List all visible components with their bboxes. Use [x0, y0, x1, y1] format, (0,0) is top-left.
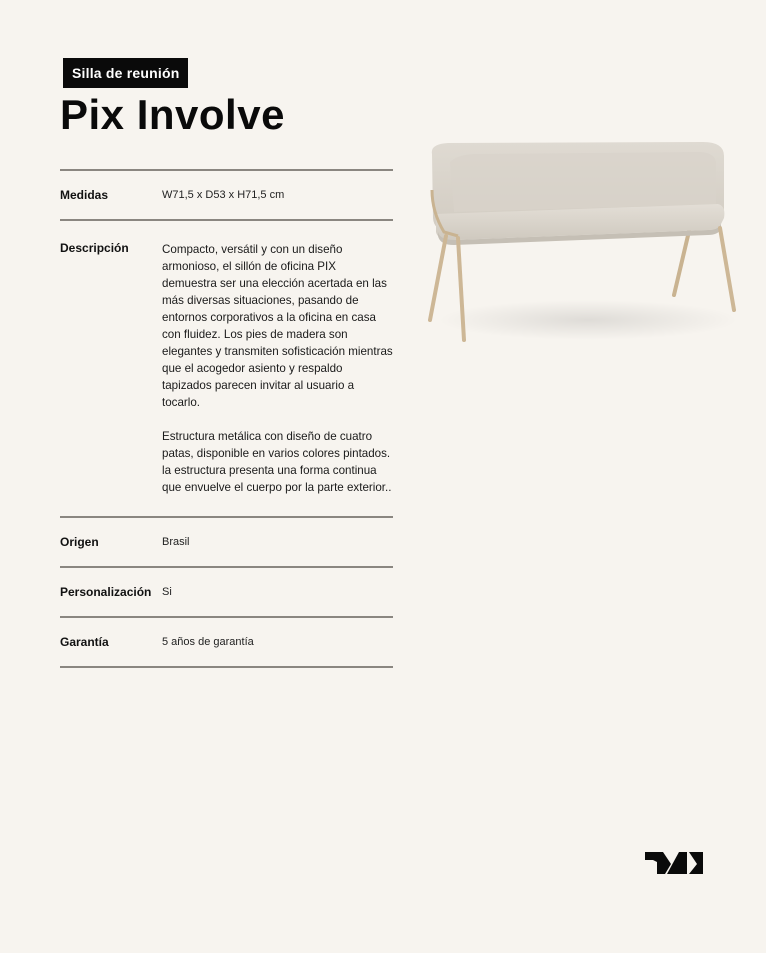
spec-row-dimensions [60, 171, 393, 221]
spec-row-origin [60, 518, 393, 568]
product-image [418, 132, 748, 352]
product-title: Pix Involve [60, 91, 285, 138]
spec-label-origin: Origen [60, 535, 99, 549]
spec-row-description [60, 221, 393, 518]
spec-row-customization [60, 568, 393, 618]
spec-value-dimensions: W71,5 x D53 x H71,5 cm [162, 189, 285, 201]
spec-row-warranty [60, 618, 393, 668]
spec-value-warranty: 5 años de garantía [162, 636, 254, 648]
spec-label-description: Descripción [60, 241, 129, 255]
spec-value-origin: Brasil [162, 536, 190, 548]
spec-table [60, 169, 393, 668]
description-paragraph: Estructura metálica con diseño de cuatro patas, disponible en varios colores pintados. la estructura presenta una forma continua que envuelve el cuerpo por la parte exterior.. [162, 430, 392, 494]
description-paragraph: Compacto, versátil y con un diseño armonioso, el sillón de oficina PIX demuestra ser una elección acertada en las más diversas situaciones, pasando de entornos corporativos a la oficina en casa con fluidez. Los pies de madera son elegantes y transmiten sofisticación mientras que el acogedor asiento y respaldo tapizados parecen invitar al usuario a tocarlo. [162, 243, 393, 409]
category-badge: Silla de reunión [63, 58, 188, 88]
spec-value-customization: Si [162, 586, 172, 598]
spec-label-dimensions: Medidas [60, 188, 109, 202]
spec-label-customization: Personalización [60, 585, 152, 599]
brand-logo-icon [645, 850, 703, 876]
spec-label-warranty: Garantía [60, 635, 109, 649]
spec-value-description [162, 241, 393, 496]
